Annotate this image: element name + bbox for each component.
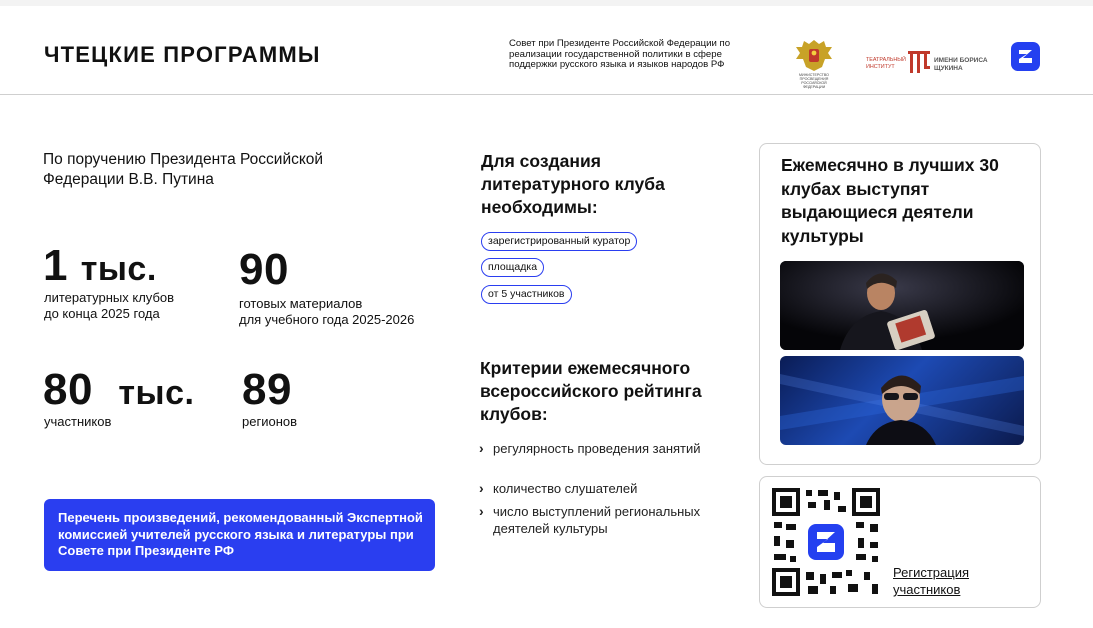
theatre-logo-left-text: ТЕАТРАЛЬНЫЙ ИНСТИТУТ [866, 57, 906, 70]
recommended-works-text: Перечень произведений, рекомендованный Экспертной комиссией учителей русского языка и литературы при Совете при Президенте РФ [58, 510, 423, 558]
chevron-right-icon: › [479, 440, 484, 456]
culture-figures-card [759, 143, 1041, 465]
stat-materials-value: 90 [239, 245, 289, 294]
ministry-logo-text: МИНИСТЕРСТВО ПРОСВЕЩЕНИЯ РОССИЙСКОЙ ФЕДЕРАЦИИ [799, 73, 829, 89]
requirement-participants: от 5 участников [481, 285, 572, 304]
stat-clubs-number: 1 [43, 241, 68, 290]
qr-code[interactable] [772, 488, 880, 596]
criteria-item-text: регулярность проведения занятий [493, 441, 701, 456]
requirement-curator: зарегистрированный куратор [481, 232, 637, 251]
page-title: ЧТЕЦКИЕ ПРОГРАММЫ [44, 42, 321, 67]
ministry-logo [790, 37, 838, 93]
criteria-item [479, 503, 709, 557]
stat-participants-label: участников [44, 414, 112, 429]
chevron-right-icon: › [479, 480, 484, 496]
recommended-works-banner[interactable] [44, 499, 435, 571]
criteria-item [479, 440, 709, 476]
stat-clubs-unit: тыс. [80, 250, 157, 288]
z-logo-icon [1011, 42, 1040, 71]
criteria-item-text: количество слушателей [493, 481, 638, 496]
stat-participants-number: 80 [43, 365, 93, 414]
criteria-item [479, 480, 709, 498]
criteria-item-text: число выступлений региональных деятелей культуры [493, 504, 701, 536]
stat-participants-value [43, 366, 194, 417]
stat-regions-value: 89 [242, 365, 292, 414]
stat-clubs-label: литературных клубов до конца 2025 года [44, 290, 175, 321]
slide [0, 6, 1093, 628]
club-heading: Для создания литературного клуба необходимы: [481, 151, 665, 217]
criteria-heading: Критерии ежемесячного всероссийского рейтинга клубов: [480, 358, 702, 424]
stat-regions-label: регионов [242, 414, 298, 429]
theatre-logo [866, 47, 996, 75]
registration-link[interactable]: Регистрация участников [893, 565, 969, 597]
stat-clubs-value [43, 242, 157, 293]
coat-of-arms-icon [790, 37, 838, 73]
registration-card [759, 476, 1041, 608]
culture-figures-heading: Ежемесячно в лучших 30 клубах выступят выдающиеся деятели культуры [781, 155, 999, 246]
theatre-logo-icon [908, 51, 930, 73]
intro-text: По поручению Президента Российской Федерации В.В. Путина [43, 151, 324, 188]
performer-photo-1 [780, 261, 1024, 350]
stat-materials-label: готовых материалов для учебного года 2025-2026 [239, 296, 415, 327]
theatre-logo-right-text: ИМЕНИ БОРИСА ЩУКИНА [934, 57, 988, 72]
council-caption: Совет при Президенте Российской Федерации по реализации государственной политики в сфере поддержки русского языка и языков народов РФ [509, 38, 731, 70]
stat-participants-unit: тыс. [118, 374, 195, 412]
header [0, 6, 1093, 95]
z-logo-icon [808, 524, 844, 560]
performer-photo-2 [780, 356, 1024, 445]
requirement-venue: площадка [481, 258, 544, 277]
chevron-right-icon: › [479, 503, 484, 519]
